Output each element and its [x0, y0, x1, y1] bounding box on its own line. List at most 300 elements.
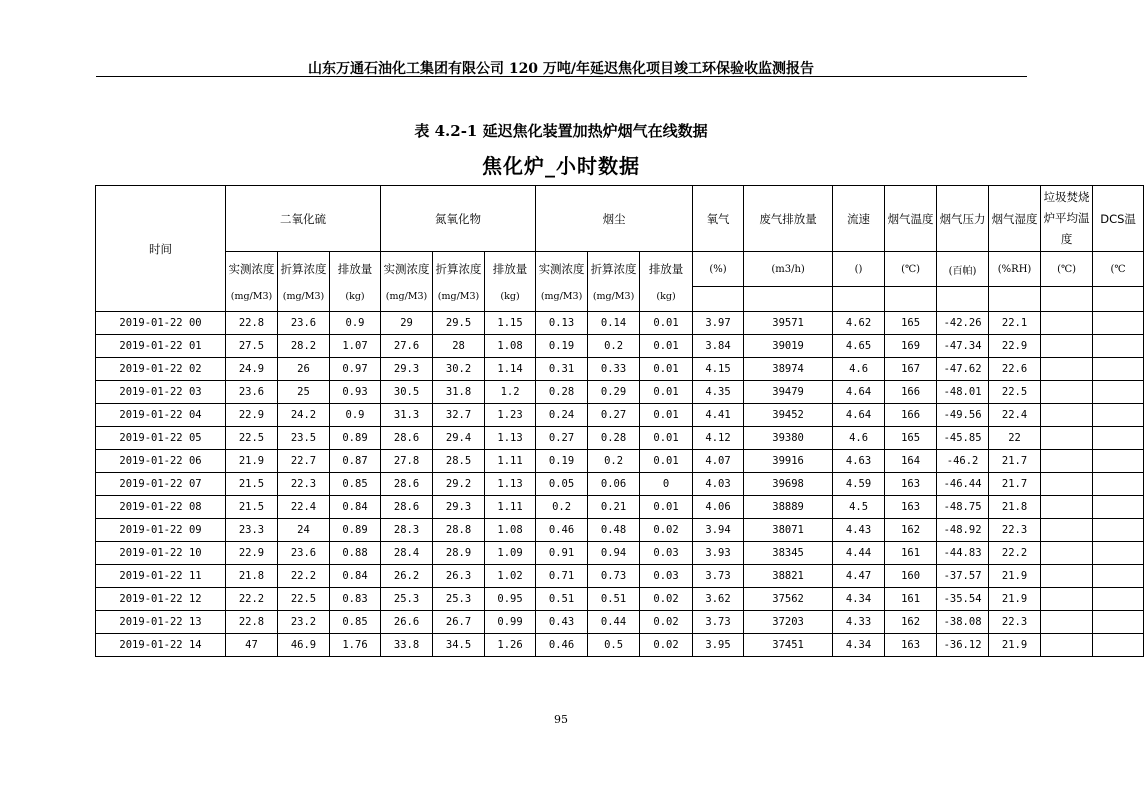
table-cell: 0.97 [330, 358, 381, 381]
table-cell: 1.15 [485, 312, 536, 335]
table-cell [1041, 611, 1093, 634]
table-cell: 163 [885, 496, 937, 519]
nox-emission-header [485, 252, 536, 312]
table-cell: 0.02 [640, 611, 693, 634]
so2-emission-unit: (kg) [345, 291, 365, 302]
table-cell: 23.5 [278, 427, 330, 450]
table-cell: 31.3 [381, 404, 433, 427]
table-cell: 3.97 [693, 312, 744, 335]
table-cell: 0.02 [640, 588, 693, 611]
table-cell: 28.6 [381, 496, 433, 519]
table-cell: 0.9 [330, 312, 381, 335]
table-cell: 28.6 [381, 427, 433, 450]
time-cell: 2019-01-22 10 [96, 542, 226, 565]
time-cell: 2019-01-22 09 [96, 519, 226, 542]
table-cell: 22.8 [226, 312, 278, 335]
table-cell: 0.01 [640, 381, 693, 404]
table-cell: 39571 [744, 312, 833, 335]
table-cell: 22.9 [226, 542, 278, 565]
table-cell: 4.34 [833, 634, 885, 657]
table-row [96, 381, 1144, 404]
table-cell: 29.2 [433, 473, 485, 496]
table-cell [1093, 542, 1144, 565]
time-cell: 2019-01-22 06 [96, 450, 226, 473]
table-cell: 22.2 [989, 542, 1041, 565]
dcs-temp-header: DCS温 [1093, 186, 1144, 252]
table-cell: 25 [278, 381, 330, 404]
nox-measured-unit: (mg/M3) [385, 291, 428, 302]
table-cell: 22.8 [226, 611, 278, 634]
table-cell: 0.27 [536, 427, 588, 450]
table-cell: 1.13 [485, 473, 536, 496]
table-cell: 3.94 [693, 519, 744, 542]
table-cell: 0.01 [640, 358, 693, 381]
table-cell [1093, 381, 1144, 404]
table-cell: 4.64 [833, 381, 885, 404]
table-row [96, 312, 1144, 335]
table-cell: 1.11 [485, 496, 536, 519]
table-cell: 21.9 [226, 450, 278, 473]
table-cell: 4.07 [693, 450, 744, 473]
table-cell: 4.03 [693, 473, 744, 496]
table-cell: 37562 [744, 588, 833, 611]
table-cell: 3.73 [693, 611, 744, 634]
time-cell: 2019-01-22 02 [96, 358, 226, 381]
table-cell: 21.5 [226, 473, 278, 496]
table-row [96, 542, 1144, 565]
table-cell: 23.2 [278, 611, 330, 634]
table-cell [1041, 634, 1093, 657]
time-cell: 2019-01-22 14 [96, 634, 226, 657]
table-cell: -45.85 [937, 427, 989, 450]
table-row [96, 358, 1144, 381]
table-cell: 21.7 [989, 450, 1041, 473]
table-cell: 0.2 [536, 496, 588, 519]
table-cell: 24.9 [226, 358, 278, 381]
dust-converted-unit: (mg/M3) [592, 291, 635, 302]
table-cell [1041, 542, 1093, 565]
table-cell: 0.21 [588, 496, 640, 519]
table-cell: 28.6 [381, 473, 433, 496]
table-cell: 22.1 [989, 312, 1041, 335]
table-cell: 21.9 [989, 565, 1041, 588]
table-cell [1093, 519, 1144, 542]
exhaust-volume-header: 废气排放量 [744, 186, 833, 252]
table-row [96, 496, 1144, 519]
table-cell: 33.8 [381, 634, 433, 657]
table-cell: 28.2 [278, 335, 330, 358]
oxygen-unit: (%) [693, 252, 744, 287]
table-cell [1041, 358, 1093, 381]
table-cell [1041, 404, 1093, 427]
so2-converted-unit: (mg/M3) [282, 291, 325, 302]
table-cell [1093, 312, 1144, 335]
table-cell: 161 [885, 588, 937, 611]
table-cell: 29.5 [433, 312, 485, 335]
blank-unit-cell [885, 287, 937, 312]
table-cell: 29 [381, 312, 433, 335]
table-row [96, 404, 1144, 427]
table-cell: 39479 [744, 381, 833, 404]
nox-measured-header [381, 252, 433, 312]
nox-converted-header [433, 252, 485, 312]
flow-rate-unit: () [833, 252, 885, 287]
blank-unit-cell [937, 287, 989, 312]
table-cell: 0.51 [588, 588, 640, 611]
table-cell: 4.34 [833, 588, 885, 611]
table-cell: 1.11 [485, 450, 536, 473]
table-cell: -46.2 [937, 450, 989, 473]
table-cell: -48.01 [937, 381, 989, 404]
table-cell: 4.64 [833, 404, 885, 427]
table-cell: 0.71 [536, 565, 588, 588]
table-cell: 3.93 [693, 542, 744, 565]
table-cell: 0.05 [536, 473, 588, 496]
table-cell: 4.33 [833, 611, 885, 634]
table-cell: 1.02 [485, 565, 536, 588]
table-cell: 1.14 [485, 358, 536, 381]
table-cell: 1.08 [485, 335, 536, 358]
table-row [96, 427, 1144, 450]
table-cell: 29.3 [433, 496, 485, 519]
table-cell: 22.9 [226, 404, 278, 427]
table-cell: 0.99 [485, 611, 536, 634]
table-cell: -44.83 [937, 542, 989, 565]
table-cell: 27.5 [226, 335, 278, 358]
table-cell: -48.92 [937, 519, 989, 542]
incinerator-temp-header: 垃圾焚烧炉平均温度 [1041, 186, 1093, 252]
table-cell [1041, 473, 1093, 496]
table-cell: 0.02 [640, 634, 693, 657]
table-cell: 0.01 [640, 496, 693, 519]
table-cell: 21.9 [989, 588, 1041, 611]
flue-pressure-header: 烟气压力 [937, 186, 989, 252]
table-cell: 0.2 [588, 335, 640, 358]
dust-converted-header [588, 252, 640, 312]
nox-group-header: 氮氧化物 [381, 186, 536, 252]
table-cell: 0.48 [588, 519, 640, 542]
table-cell: 4.35 [693, 381, 744, 404]
nox-converted-label: 折算浓度 [435, 262, 482, 276]
blank-unit-cell [1041, 287, 1093, 312]
blank-unit-cell [989, 287, 1041, 312]
table-row [96, 519, 1144, 542]
dust-converted-label: 折算浓度 [590, 262, 637, 276]
table-cell: 164 [885, 450, 937, 473]
table-cell: 30.2 [433, 358, 485, 381]
table-cell: 0.06 [588, 473, 640, 496]
flue-pressure-unit: (百帕) [937, 252, 989, 287]
table-cell: 22.6 [989, 358, 1041, 381]
so2-emission-header [330, 252, 381, 312]
table-cell: 22.9 [989, 335, 1041, 358]
dcs-temp-unit: (℃ [1093, 252, 1144, 287]
table-cell: 1.07 [330, 335, 381, 358]
dust-group-header: 烟尘 [536, 186, 693, 252]
table-cell: 21.8 [989, 496, 1041, 519]
so2-measured-header [226, 252, 278, 312]
table-row [96, 634, 1144, 657]
table-cell: 0.01 [640, 312, 693, 335]
table-cell: -42.26 [937, 312, 989, 335]
table-cell: 3.84 [693, 335, 744, 358]
table-cell: 163 [885, 473, 937, 496]
table-cell: 166 [885, 404, 937, 427]
page-number: 95 [554, 713, 568, 726]
nox-converted-unit: (mg/M3) [437, 291, 480, 302]
table-cell: 0.73 [588, 565, 640, 588]
table-cell: -37.57 [937, 565, 989, 588]
table-cell: 37451 [744, 634, 833, 657]
incinerator-temp-unit: (℃) [1041, 252, 1093, 287]
table-cell: 27.6 [381, 335, 433, 358]
table-cell: 22.5 [226, 427, 278, 450]
table-subcaption: 焦化炉_小时数据 [482, 154, 640, 178]
table-cell: 163 [885, 634, 937, 657]
table-cell: 0.28 [536, 381, 588, 404]
table-cell: 165 [885, 312, 937, 335]
table-cell: 169 [885, 335, 937, 358]
blank-unit-cell [693, 287, 744, 312]
blank-unit-cell [1093, 287, 1144, 312]
table-cell: 0.01 [640, 450, 693, 473]
table-cell: 28 [433, 335, 485, 358]
table-cell: 0.89 [330, 427, 381, 450]
table-cell: 4.47 [833, 565, 885, 588]
table-cell: 161 [885, 542, 937, 565]
table-cell: 28.8 [433, 519, 485, 542]
table-cell: 0.46 [536, 634, 588, 657]
table-cell: 22.2 [226, 588, 278, 611]
flue-humidity-header: 烟气湿度 [989, 186, 1041, 252]
table-cell: 0.87 [330, 450, 381, 473]
table-cell: 23.3 [226, 519, 278, 542]
table-cell: 24.2 [278, 404, 330, 427]
so2-measured-unit: (mg/M3) [230, 291, 273, 302]
table-cell: 46.9 [278, 634, 330, 657]
table-row [96, 588, 1144, 611]
table-cell [1093, 473, 1144, 496]
table-cell: 0.01 [640, 427, 693, 450]
table-cell: -46.44 [937, 473, 989, 496]
table-cell: 39916 [744, 450, 833, 473]
so2-converted-label: 折算浓度 [280, 262, 327, 276]
flue-temp-header: 烟气温度 [885, 186, 937, 252]
table-cell: 165 [885, 427, 937, 450]
table-cell: 4.06 [693, 496, 744, 519]
table-cell: 0.93 [330, 381, 381, 404]
table-cell [1041, 335, 1093, 358]
dust-measured-header [536, 252, 588, 312]
table-cell [1093, 450, 1144, 473]
table-cell: -35.54 [937, 588, 989, 611]
table-cell: 0 [640, 473, 693, 496]
table-cell: 25.3 [433, 588, 485, 611]
nox-emission-unit: (kg) [500, 291, 520, 302]
table-cell: 27.8 [381, 450, 433, 473]
table-cell: 4.43 [833, 519, 885, 542]
table-cell [1041, 450, 1093, 473]
table-row [96, 473, 1144, 496]
table-cell: 31.8 [433, 381, 485, 404]
table-cell: 4.6 [833, 358, 885, 381]
dust-emission-label: 排放量 [648, 262, 684, 276]
table-cell [1041, 312, 1093, 335]
table-cell: 22.5 [989, 381, 1041, 404]
table-cell: 22.7 [278, 450, 330, 473]
oxygen-header: 氧气 [693, 186, 744, 252]
table-cell: 0.46 [536, 519, 588, 542]
table-cell: 0.03 [640, 542, 693, 565]
header-rule [96, 76, 1027, 77]
table-cell [1041, 427, 1093, 450]
table-cell: -38.08 [937, 611, 989, 634]
table-cell: 0.91 [536, 542, 588, 565]
table-cell: 1.13 [485, 427, 536, 450]
table-cell: 4.65 [833, 335, 885, 358]
table-cell: 0.29 [588, 381, 640, 404]
table-cell: 32.7 [433, 404, 485, 427]
table-cell [1093, 565, 1144, 588]
table-cell: 22.4 [989, 404, 1041, 427]
table-cell [1093, 496, 1144, 519]
table-cell: -49.56 [937, 404, 989, 427]
table-cell: 0.03 [640, 565, 693, 588]
table-cell: 1.2 [485, 381, 536, 404]
report-header: 山东万通石油化工集团有限公司 120 万吨/年延迟焦化项目竣工环保验收监测报告 [307, 61, 815, 77]
table-row [96, 335, 1144, 358]
table-cell: 4.41 [693, 404, 744, 427]
data-table [95, 185, 1144, 657]
flow-rate-header: 流速 [833, 186, 885, 252]
table-cell: 0.89 [330, 519, 381, 542]
table-cell: 21.5 [226, 496, 278, 519]
table-cell [1041, 381, 1093, 404]
table-cell: 39380 [744, 427, 833, 450]
table-cell: 26.6 [381, 611, 433, 634]
nox-measured-label: 实测浓度 [383, 262, 430, 276]
table-cell: 0.28 [588, 427, 640, 450]
table-cell: 1.26 [485, 634, 536, 657]
dust-measured-label: 实测浓度 [538, 262, 585, 276]
time-cell: 2019-01-22 07 [96, 473, 226, 496]
time-cell: 2019-01-22 05 [96, 427, 226, 450]
table-body [96, 312, 1144, 657]
table-row [96, 565, 1144, 588]
table-cell [1093, 358, 1144, 381]
table-cell: 24 [278, 519, 330, 542]
nox-emission-label: 排放量 [492, 262, 528, 276]
table-cell: 38345 [744, 542, 833, 565]
table-cell: 28.3 [381, 519, 433, 542]
table-cell: 0.5 [588, 634, 640, 657]
table-row [96, 611, 1144, 634]
table-cell: -48.75 [937, 496, 989, 519]
table-cell: 29.4 [433, 427, 485, 450]
table-cell: -47.62 [937, 358, 989, 381]
table-cell: 0.84 [330, 565, 381, 588]
table-cell: 0.19 [536, 450, 588, 473]
table-cell: 22.3 [989, 611, 1041, 634]
table-cell [1093, 611, 1144, 634]
table-cell: 22.3 [989, 519, 1041, 542]
table-cell: 162 [885, 611, 937, 634]
table-cell: 0.01 [640, 404, 693, 427]
table-cell: 0.14 [588, 312, 640, 335]
table-cell: 22.3 [278, 473, 330, 496]
table-cell: 4.44 [833, 542, 885, 565]
table-cell [1093, 634, 1144, 657]
table-cell: 0.85 [330, 611, 381, 634]
table-cell: 37203 [744, 611, 833, 634]
table-cell: 21.7 [989, 473, 1041, 496]
table-cell: -36.12 [937, 634, 989, 657]
flue-temp-unit: (℃) [885, 252, 937, 287]
table-cell: 29.3 [381, 358, 433, 381]
so2-group-header: 二氧化硫 [226, 186, 381, 252]
table-cell: 0.51 [536, 588, 588, 611]
table-cell: 0.19 [536, 335, 588, 358]
table-cell: 22.4 [278, 496, 330, 519]
table-cell: 0.95 [485, 588, 536, 611]
table-cell: 4.5 [833, 496, 885, 519]
table-cell: 0.94 [588, 542, 640, 565]
table-row [96, 450, 1144, 473]
time-cell: 2019-01-22 00 [96, 312, 226, 335]
table-cell: 1.23 [485, 404, 536, 427]
table-cell: 39452 [744, 404, 833, 427]
table-cell: 1.76 [330, 634, 381, 657]
table-cell: 0.27 [588, 404, 640, 427]
time-cell: 2019-01-22 04 [96, 404, 226, 427]
blank-unit-cell [833, 287, 885, 312]
table-cell: 1.08 [485, 519, 536, 542]
table-cell: 0.85 [330, 473, 381, 496]
table-cell: 4.12 [693, 427, 744, 450]
time-cell: 2019-01-22 08 [96, 496, 226, 519]
table-caption: 表 4.2-1 延迟焦化装置加热炉烟气在线数据 [414, 122, 708, 140]
time-cell: 2019-01-22 13 [96, 611, 226, 634]
table-cell [1093, 404, 1144, 427]
table-cell: 0.01 [640, 335, 693, 358]
so2-measured-label: 实测浓度 [228, 262, 275, 276]
table-cell: 3.62 [693, 588, 744, 611]
table-cell: 28.9 [433, 542, 485, 565]
time-cell: 2019-01-22 12 [96, 588, 226, 611]
table-cell: 4.62 [833, 312, 885, 335]
table-cell: 22.2 [278, 565, 330, 588]
table-cell [1041, 565, 1093, 588]
table-cell: 22 [989, 427, 1041, 450]
time-cell: 2019-01-22 01 [96, 335, 226, 358]
table-cell: -47.34 [937, 335, 989, 358]
table-cell: 26.3 [433, 565, 485, 588]
table-cell: 0.88 [330, 542, 381, 565]
table-cell: 4.59 [833, 473, 885, 496]
table-cell [1093, 588, 1144, 611]
table-cell: 0.9 [330, 404, 381, 427]
data-table-container [95, 185, 1136, 656]
so2-converted-header [278, 252, 330, 312]
table-cell: 22.5 [278, 588, 330, 611]
table-cell: 26 [278, 358, 330, 381]
table-cell: 160 [885, 565, 937, 588]
table-cell: 28.5 [433, 450, 485, 473]
table-cell: 0.13 [536, 312, 588, 335]
table-cell: 25.3 [381, 588, 433, 611]
flue-humidity-unit: (%RH) [989, 252, 1041, 287]
dust-emission-header [640, 252, 693, 312]
